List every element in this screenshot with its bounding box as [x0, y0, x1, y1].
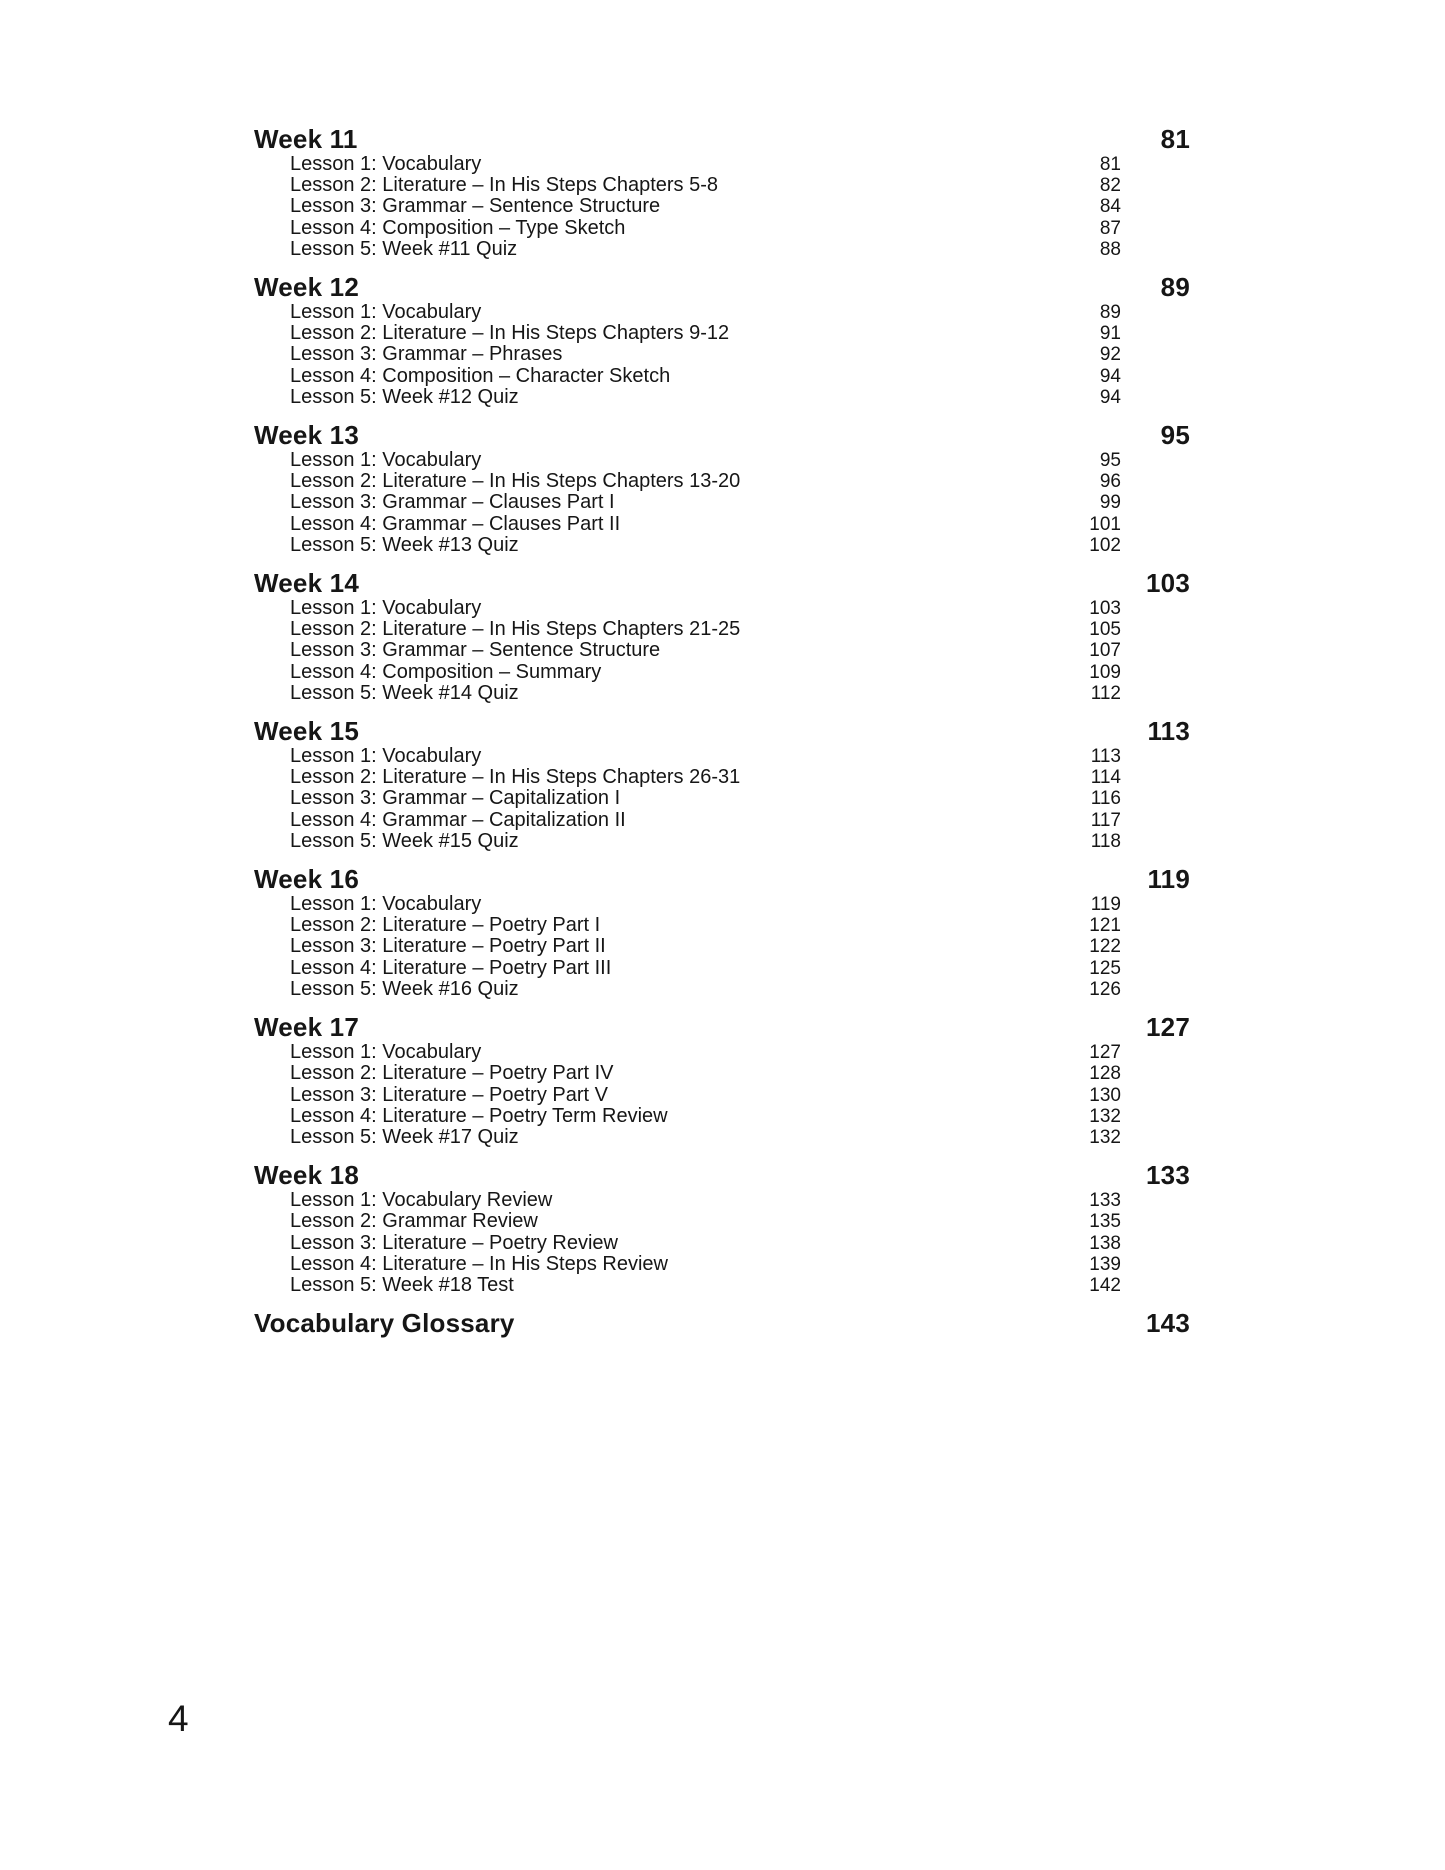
- lesson-title: Lesson 4: Composition – Character Sketch: [290, 364, 671, 387]
- lesson-page-number: 88: [1099, 238, 1121, 260]
- lesson-page-number: 96: [1099, 471, 1121, 493]
- lesson-title: Lesson 2: Literature – In His Steps Chapters 9-12: [290, 322, 730, 345]
- lesson-page-number: 113: [1090, 746, 1121, 768]
- toc-lesson-row: [254, 218, 1190, 239]
- toc-lesson-row: [254, 1275, 1190, 1296]
- section-title: Week 14: [254, 568, 359, 599]
- lesson-title: Lesson 4: Literature – Poetry Term Review: [290, 1104, 668, 1127]
- lesson-title: Lesson 3: Literature – Poetry Part II: [290, 935, 606, 958]
- toc-lesson-row: [254, 1106, 1190, 1127]
- lesson-title: Lesson 1: Vocabulary: [290, 153, 482, 175]
- lesson-page-number: 114: [1090, 767, 1121, 789]
- lesson-page-number: 95: [1099, 450, 1121, 472]
- lesson-page-number: 94: [1099, 365, 1121, 387]
- toc-section: [254, 864, 1190, 1000]
- lesson-title: Lesson 3: Grammar – Phrases: [290, 343, 563, 366]
- toc-section: [254, 1160, 1190, 1296]
- lesson-title: Lesson 5: Week #14 Quiz: [290, 681, 519, 704]
- lesson-title: Lesson 2: Literature – In His Steps Chapters 5-8: [290, 174, 719, 197]
- section-page-number: 127: [1146, 1012, 1190, 1043]
- lesson-title: Lesson 4: Literature – Poetry Part III: [290, 956, 612, 979]
- lesson-title: Lesson 1: Vocabulary: [290, 745, 482, 768]
- toc-lesson-row: [254, 196, 1190, 217]
- toc-lesson-row: [254, 1127, 1190, 1148]
- lesson-title: Lesson 2: Grammar Review: [290, 1210, 538, 1233]
- section-page-number: 133: [1146, 1160, 1190, 1191]
- section-title: Week 15: [254, 716, 359, 747]
- lesson-title: Lesson 3: Literature – Poetry Part V: [290, 1083, 608, 1106]
- toc-lesson-row: [254, 1211, 1190, 1232]
- toc-lesson-row: [254, 1085, 1190, 1106]
- lesson-title: Lesson 1: Vocabulary: [290, 893, 482, 916]
- section-heading-row: [254, 1308, 1190, 1338]
- lesson-title: Lesson 5: Week #15 Quiz: [290, 829, 519, 852]
- toc-section: [254, 568, 1190, 704]
- section-page-number: 119: [1147, 864, 1190, 895]
- section-page-number: 103: [1146, 568, 1190, 599]
- section-title: Week 18: [254, 1160, 359, 1191]
- toc-lesson-row: [254, 746, 1190, 767]
- section-page-number: 95: [1160, 420, 1190, 451]
- toc-lesson-row: [254, 239, 1190, 260]
- toc-section: [254, 1308, 1190, 1338]
- lesson-page-number: 128: [1089, 1063, 1121, 1085]
- section-page-number: 113: [1147, 716, 1190, 747]
- lesson-page-number: 130: [1089, 1084, 1121, 1106]
- lesson-title: Lesson 2: Literature – In His Steps Chapters 26-31: [290, 766, 741, 789]
- lesson-title: Lesson 3: Literature – Poetry Review: [290, 1231, 618, 1254]
- section-page-number: 143: [1146, 1308, 1190, 1339]
- lesson-title: Lesson 1: Vocabulary: [290, 449, 482, 472]
- section-heading-row: [254, 716, 1190, 746]
- section-title: Week 16: [254, 864, 359, 895]
- toc-lesson-row: [254, 492, 1190, 513]
- lesson-page-number: 91: [1099, 323, 1121, 345]
- section-heading-row: [254, 1160, 1190, 1190]
- toc-lesson-row: [254, 344, 1190, 365]
- toc-section: [254, 420, 1190, 556]
- section-heading-row: [254, 272, 1190, 302]
- lesson-title: Lesson 3: Grammar – Sentence Structure: [290, 195, 661, 218]
- lesson-page-number: 109: [1089, 661, 1121, 683]
- lesson-page-number: 132: [1089, 1126, 1121, 1148]
- lesson-page-number: 81: [1099, 154, 1121, 175]
- lesson-page-number: 116: [1090, 788, 1121, 810]
- section-page-number: 89: [1160, 272, 1190, 303]
- page-number: 4: [168, 1698, 189, 1739]
- toc-lesson-row: [254, 662, 1190, 683]
- lesson-title: Lesson 2: Literature – Poetry Part I: [290, 914, 601, 937]
- toc-lesson-row: [254, 471, 1190, 492]
- lesson-page-number: 121: [1089, 915, 1121, 937]
- section-title: Week 17: [254, 1012, 359, 1043]
- lesson-page-number: 117: [1090, 809, 1121, 831]
- toc-lesson-row: [254, 915, 1190, 936]
- toc-lesson-row: [254, 1042, 1190, 1063]
- toc-lesson-row: [254, 831, 1190, 852]
- section-title: Week 12: [254, 272, 359, 303]
- table-of-contents: [254, 112, 1190, 1338]
- toc-section: [254, 124, 1190, 260]
- toc-lesson-row: [254, 936, 1190, 957]
- lesson-page-number: 103: [1089, 598, 1121, 620]
- toc-lesson-row: [254, 958, 1190, 979]
- toc-lesson-row: [254, 1190, 1190, 1211]
- section-heading-row: [254, 124, 1190, 154]
- lesson-page-number: 99: [1099, 492, 1121, 514]
- lesson-page-number: 142: [1089, 1274, 1121, 1296]
- lesson-page-number: 101: [1089, 513, 1121, 535]
- lesson-page-number: 125: [1089, 957, 1121, 979]
- section-heading-row: [254, 420, 1190, 450]
- lesson-title: Lesson 1: Vocabulary: [290, 1041, 482, 1064]
- lesson-title: Lesson 4: Grammar – Capitalization II: [290, 808, 626, 831]
- lesson-title: Lesson 3: Grammar – Clauses Part I: [290, 491, 615, 514]
- lesson-page-number: 102: [1089, 534, 1121, 556]
- lesson-title: Lesson 5: Week #13 Quiz: [290, 533, 519, 556]
- lesson-page-number: 105: [1089, 619, 1121, 641]
- toc-lesson-row: [254, 810, 1190, 831]
- section-title: Week 13: [254, 420, 359, 451]
- lesson-title: Lesson 5: Week #18 Test: [290, 1273, 514, 1296]
- lesson-page-number: 132: [1089, 1105, 1121, 1127]
- toc-lesson-row: [254, 302, 1190, 323]
- lesson-title: Lesson 5: Week #17 Quiz: [290, 1125, 519, 1148]
- lesson-page-number: 92: [1099, 344, 1121, 366]
- toc-lesson-row: [254, 683, 1190, 704]
- lesson-page-number: 135: [1089, 1211, 1121, 1233]
- toc-lesson-row: [254, 323, 1190, 344]
- lesson-page-number: 84: [1099, 196, 1121, 218]
- lesson-page-number: 89: [1099, 302, 1121, 324]
- lesson-title: Lesson 5: Week #12 Quiz: [290, 385, 519, 408]
- toc-lesson-row: [254, 450, 1190, 471]
- section-heading-row: [254, 864, 1190, 894]
- lesson-page-number: 119: [1090, 894, 1121, 916]
- toc-lesson-row: [254, 1233, 1190, 1254]
- toc-lesson-row: [254, 387, 1190, 408]
- lesson-title: Lesson 5: Week #16 Quiz: [290, 977, 519, 1000]
- section-page-number: 81: [1160, 124, 1190, 154]
- lesson-page-number: 118: [1090, 830, 1121, 852]
- toc-lesson-row: [254, 514, 1190, 535]
- toc-section: [254, 716, 1190, 852]
- lesson-title: Lesson 2: Literature – Poetry Part IV: [290, 1062, 614, 1085]
- lesson-title: Lesson 4: Composition – Type Sketch: [290, 216, 626, 239]
- section-title: Week 11: [254, 124, 358, 154]
- section-title: Vocabulary Glossary: [254, 1308, 515, 1339]
- toc-lesson-row: [254, 175, 1190, 196]
- toc-lesson-row: [254, 894, 1190, 915]
- lesson-page-number: 107: [1089, 640, 1121, 662]
- toc-lesson-row: [254, 598, 1190, 619]
- lesson-page-number: 127: [1089, 1042, 1121, 1064]
- toc-lesson-row: [254, 767, 1190, 788]
- toc-lesson-row: [254, 154, 1190, 175]
- lesson-page-number: 138: [1089, 1232, 1121, 1254]
- section-heading-row: [254, 568, 1190, 598]
- toc-lesson-row: [254, 619, 1190, 640]
- toc-lesson-row: [254, 979, 1190, 1000]
- toc-lesson-row: [254, 366, 1190, 387]
- toc-lesson-row: [254, 640, 1190, 661]
- lesson-page-number: 122: [1089, 936, 1121, 958]
- lesson-title: Lesson 4: Composition – Summary: [290, 660, 602, 683]
- toc-lesson-row: [254, 535, 1190, 556]
- lesson-page-number: 112: [1090, 682, 1121, 704]
- toc-lesson-row: [254, 1254, 1190, 1275]
- lesson-title: Lesson 2: Literature – In His Steps Chapters 21-25: [290, 618, 741, 641]
- toc-section: [254, 1012, 1190, 1148]
- lesson-title: Lesson 5: Week #11 Quiz: [290, 237, 518, 260]
- lesson-title: Lesson 1: Vocabulary: [290, 597, 482, 620]
- lesson-page-number: 94: [1099, 386, 1121, 408]
- toc-lesson-row: [254, 1063, 1190, 1084]
- lesson-page-number: 133: [1089, 1190, 1121, 1212]
- toc-lesson-row: [254, 788, 1190, 809]
- section-heading-row: [254, 1012, 1190, 1042]
- lesson-title: Lesson 4: Literature – In His Steps Review: [290, 1252, 668, 1275]
- lesson-title: Lesson 1: Vocabulary: [290, 301, 482, 324]
- lesson-page-number: 126: [1089, 978, 1121, 1000]
- toc-section: [254, 272, 1190, 408]
- lesson-page-number: 139: [1089, 1253, 1121, 1275]
- lesson-title: Lesson 3: Grammar – Sentence Structure: [290, 639, 661, 662]
- lesson-title: Lesson 2: Literature – In His Steps Chapters 13-20: [290, 470, 741, 493]
- lesson-title: Lesson 4: Grammar – Clauses Part II: [290, 512, 621, 535]
- lesson-title: Lesson 1: Vocabulary Review: [290, 1189, 553, 1212]
- lesson-title: Lesson 3: Grammar – Capitalization I: [290, 787, 621, 810]
- lesson-page-number: 82: [1099, 175, 1121, 197]
- lesson-page-number: 87: [1099, 217, 1121, 239]
